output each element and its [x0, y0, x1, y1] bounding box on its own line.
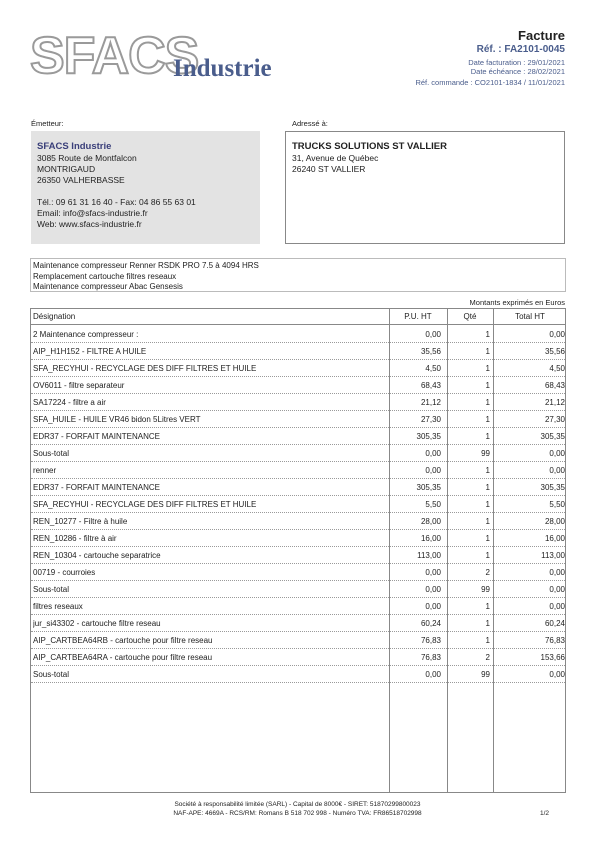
table-row	[31, 479, 565, 496]
cell-quantity: 1	[485, 466, 490, 475]
description-line: Maintenance compresseur Renner RSDK PRO 7.5 à 4094 HRS	[33, 261, 259, 270]
header-quantity: Qté	[463, 312, 477, 321]
table-row	[31, 411, 565, 428]
cell-quantity: 1	[485, 347, 490, 356]
invoice-title: Facture	[518, 28, 565, 43]
recipient-address-1: 31, Avenue de Québec	[292, 153, 379, 163]
cell-unit-price: 0,00	[425, 330, 441, 339]
cell-unit-price: 0,00	[425, 670, 441, 679]
footer-legal-line-2: NAF-APE: 4669A - RCS/RM: Romans B 518 702 998 - Numéro TVA: FR86518702998	[173, 810, 422, 817]
cell-quantity: 1	[485, 483, 490, 492]
cell-designation: AIP_CARTBEA64RB - cartouche pour filtre reseau	[33, 636, 213, 645]
cell-total: 35,56	[544, 347, 565, 356]
cell-unit-price: 305,35	[416, 432, 441, 441]
cell-unit-price: 16,00	[420, 534, 441, 543]
cell-designation: Sous-total	[33, 449, 70, 458]
description-line: Remplacement cartouche filtres reseaux	[33, 271, 177, 281]
cell-quantity: 1	[485, 534, 490, 543]
cell-unit-price: 0,00	[425, 449, 441, 458]
table-row	[31, 598, 565, 615]
cell-quantity: 1	[485, 636, 490, 645]
page-number: 1/2	[539, 810, 549, 817]
table-row	[31, 326, 565, 343]
description-line: Maintenance compresseur Abac Gensesis	[33, 282, 183, 291]
table-row	[31, 564, 565, 581]
recipient-label: Adressé à:	[292, 119, 328, 128]
cell-total: 0,00	[549, 449, 565, 458]
logo-main-text: SFACS	[30, 27, 199, 85]
cell-total: 113,00	[541, 551, 565, 560]
cell-quantity: 1	[485, 330, 490, 339]
cell-designation: EDR37 - FORFAIT MAINTENANCE	[33, 483, 160, 492]
cell-total: 16,00	[544, 534, 565, 543]
invoice-description	[30, 258, 566, 292]
table-row	[31, 462, 565, 479]
sender-block	[31, 131, 260, 244]
cell-unit-price: 0,00	[425, 466, 441, 475]
cell-total: 21,12	[544, 398, 565, 407]
cell-designation: SFA_RECYHUI - RECYCLAGE DES DIFF FILTRES ET HUILE	[33, 364, 257, 373]
cell-designation: REN_10286 - filtre à air	[33, 534, 117, 543]
cell-total: 4,50	[549, 364, 565, 373]
cell-quantity: 1	[485, 500, 490, 509]
amounts-currency-note: Montants exprimés en Euros	[469, 298, 565, 307]
cell-designation: Sous-total	[33, 585, 70, 594]
table-row	[31, 377, 565, 394]
cell-total: 0,00	[549, 670, 565, 679]
invoice-lines-table	[30, 308, 566, 793]
table-header-row	[31, 309, 565, 325]
footer-legal-line-1: Société à responsabilité limitée (SARL) - Capital de 8000€ - SIRET: 51870299800023	[174, 801, 421, 808]
cell-designation: SA17224 - filtre a air	[33, 398, 106, 407]
table-row	[31, 428, 565, 445]
cell-quantity: 1	[485, 602, 490, 611]
cell-unit-price: 113,00	[417, 551, 441, 560]
sender-web: Web: www.sfacs-industrie.fr	[37, 219, 142, 229]
cell-total: 28,00	[544, 517, 565, 526]
cell-quantity: 2	[485, 568, 490, 577]
cell-unit-price: 76,83	[420, 653, 441, 662]
cell-quantity: 1	[485, 415, 490, 424]
cell-designation: 2 Maintenance compresseur :	[33, 330, 139, 339]
cell-total: 0,00	[549, 466, 565, 475]
billing-date: Date facturation : 29/01/2021	[468, 58, 565, 67]
cell-quantity: 1	[485, 517, 490, 526]
cell-designation: SFA_RECYHUI - RECYCLAGE DES DIFF FILTRES ET HUILE	[33, 500, 257, 509]
cell-unit-price: 35,56	[420, 347, 441, 356]
cell-designation: 00719 - courroies	[33, 568, 96, 577]
due-date: Date échéance : 28/02/2021	[470, 67, 565, 76]
table-row	[31, 581, 565, 598]
cell-unit-price: 28,00	[420, 517, 441, 526]
cell-unit-price: 4,50	[425, 364, 441, 373]
sender-address-3: 26350 VALHERBASSE	[37, 175, 125, 185]
table-row	[31, 632, 565, 649]
cell-unit-price: 21,12	[420, 398, 441, 407]
cell-quantity: 1	[485, 619, 490, 628]
cell-unit-price: 0,00	[425, 585, 441, 594]
recipient-address-2: 26240 ST VALLIER	[292, 164, 366, 174]
cell-designation: AIP_CARTBEA64RA - cartouche pour filtre reseau	[33, 653, 213, 662]
sender-name: SFACS Industrie	[37, 141, 112, 152]
header-unit-price: P.U. HT	[404, 312, 432, 321]
table-row	[31, 496, 565, 513]
cell-designation: OV6011 - filtre separateur	[33, 381, 125, 390]
table-row	[31, 530, 565, 547]
table-row	[31, 666, 565, 683]
cell-unit-price: 5,50	[425, 500, 441, 509]
cell-quantity: 99	[481, 670, 490, 679]
table-row	[31, 615, 565, 632]
sender-address-1: 3085 Route de Montfalcon	[37, 153, 137, 163]
header-designation: Désignation	[33, 312, 76, 321]
cell-quantity: 99	[481, 449, 490, 458]
cell-quantity: 1	[485, 551, 490, 560]
cell-designation: EDR37 - FORFAIT MAINTENANCE	[33, 432, 160, 441]
table-row	[31, 343, 565, 360]
cell-quantity: 99	[481, 585, 490, 594]
recipient-block	[285, 131, 565, 244]
table-row	[31, 360, 565, 377]
cell-total: 0,00	[549, 585, 565, 594]
order-ref: Réf. commande : CO2101-1834 / 11/01/2021	[415, 78, 565, 87]
cell-quantity: 1	[485, 381, 490, 390]
cell-designation: jur_si43302 - cartouche filtre reseau	[33, 619, 161, 628]
cell-unit-price: 0,00	[425, 602, 441, 611]
cell-designation: AIP_H1H152 - FILTRE A HUILE	[33, 347, 147, 356]
cell-total: 0,00	[549, 568, 565, 577]
cell-designation: REN_10304 - cartouche separatrice	[33, 551, 161, 560]
company-logo	[30, 27, 290, 85]
table-row	[31, 513, 565, 530]
recipient-name: TRUCKS SOLUTIONS ST VALLIER	[292, 141, 447, 152]
cell-unit-price: 0,00	[425, 568, 441, 577]
cell-designation: SFA_HUILE - HUILE VR46 bidon 5Litres VERT	[33, 415, 201, 424]
sender-phone: Tél.: 09 61 31 16 40 - Fax: 04 86 55 63 01	[37, 197, 196, 207]
cell-quantity: 1	[485, 432, 490, 441]
cell-unit-price: 60,24	[420, 619, 441, 628]
cell-quantity: 1	[485, 398, 490, 407]
cell-total: 305,35	[540, 432, 565, 441]
cell-total: 153,66	[540, 653, 565, 662]
header-total: Total HT	[515, 312, 545, 321]
table-row	[31, 547, 565, 564]
sender-address-2: MONTRIGAUD	[37, 164, 96, 174]
cell-designation: filtres reseaux	[33, 602, 83, 611]
cell-total: 27,30	[544, 415, 565, 424]
cell-total: 0,00	[549, 330, 565, 339]
sender-email: Email: info@sfacs-industrie.fr	[37, 208, 148, 218]
cell-total: 0,00	[549, 602, 565, 611]
cell-designation: Sous-total	[33, 670, 70, 679]
table-row	[31, 394, 565, 411]
cell-total: 76,83	[544, 636, 565, 645]
cell-designation: REN_10277 - Filtre à huile	[33, 517, 128, 526]
cell-designation: renner	[33, 466, 57, 475]
cell-total: 60,24	[544, 619, 565, 628]
invoice-ref: Réf. : FA2101-0045	[476, 44, 565, 55]
cell-unit-price: 76,83	[420, 636, 441, 645]
table-row	[31, 445, 565, 462]
cell-total: 5,50	[549, 500, 565, 509]
table-row	[31, 649, 565, 666]
logo-sub-text: Industrie	[173, 55, 272, 82]
cell-total: 305,35	[540, 483, 565, 492]
cell-unit-price: 68,43	[420, 381, 441, 390]
cell-unit-price: 27,30	[420, 415, 441, 424]
sender-label: Émetteur:	[31, 119, 64, 128]
cell-total: 68,43	[544, 381, 565, 390]
cell-quantity: 2	[485, 653, 490, 662]
cell-unit-price: 305,35	[416, 483, 441, 492]
cell-quantity: 1	[485, 364, 490, 373]
